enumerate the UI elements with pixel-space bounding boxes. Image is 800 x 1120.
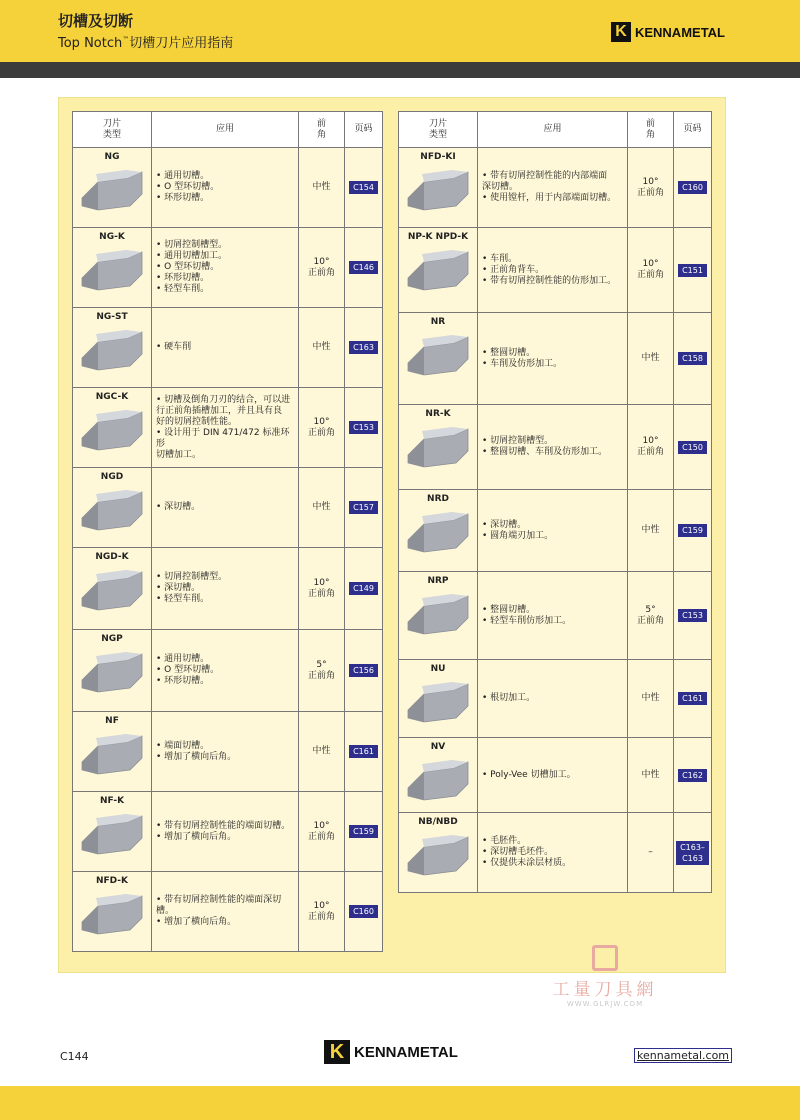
application-text: • 整圆切槽。 • 车削及仿形加工。 bbox=[482, 347, 563, 369]
insert-type-cell bbox=[399, 228, 478, 313]
table-row bbox=[399, 313, 712, 405]
rake-angle-cell bbox=[628, 405, 674, 490]
rake-angle: 10° 正前角 bbox=[307, 256, 335, 278]
page-ref-cell bbox=[674, 572, 712, 660]
rake-angle: 10° 正前角 bbox=[307, 820, 335, 842]
rake-angle-cell bbox=[628, 660, 674, 738]
rake-angle-cell bbox=[628, 313, 674, 405]
application-cell bbox=[478, 148, 628, 228]
insert-type-cell bbox=[399, 405, 478, 490]
rake-angle-cell bbox=[299, 548, 345, 630]
table-row bbox=[73, 630, 383, 712]
insert-name: NGD bbox=[100, 472, 124, 482]
col-page: 页码 bbox=[674, 112, 712, 148]
application-cell bbox=[152, 228, 299, 308]
insert-image bbox=[78, 168, 146, 214]
page-ref-link[interactable]: C157 bbox=[349, 501, 378, 514]
insert-name: NU bbox=[430, 664, 446, 674]
insert-image bbox=[404, 592, 472, 638]
insert-type-cell bbox=[73, 630, 152, 712]
insert-image bbox=[78, 408, 146, 454]
insert-type-cell bbox=[399, 738, 478, 813]
trademark-symbol: ™ bbox=[122, 35, 130, 44]
application-text: • 切屑控制槽型。 • 整圆切槽、车削及仿形加工。 bbox=[482, 436, 608, 457]
rake-angle-cell bbox=[628, 738, 674, 813]
rake-angle-cell bbox=[299, 712, 345, 792]
insert-type-cell bbox=[73, 712, 152, 792]
watermark-text: 工量刀具網 bbox=[552, 980, 658, 1000]
kennametal-logo bbox=[611, 22, 725, 42]
page-ref-link[interactable]: C151 bbox=[678, 264, 707, 277]
table-row bbox=[73, 468, 383, 548]
table-row bbox=[399, 572, 712, 660]
subtitle-brand: Top Notch bbox=[58, 36, 123, 51]
insert-image bbox=[78, 328, 146, 374]
page-ref-cell bbox=[674, 738, 712, 813]
application-cell bbox=[152, 548, 299, 630]
rake-angle: – bbox=[648, 847, 653, 857]
col-angle: 前 角 bbox=[628, 112, 674, 148]
insert-type-cell bbox=[399, 813, 478, 893]
page-number: C144 bbox=[60, 1050, 89, 1063]
page-ref-link[interactable]: C163 bbox=[349, 341, 378, 354]
page-ref-cell bbox=[345, 630, 383, 712]
insert-image bbox=[78, 892, 146, 938]
table-row bbox=[73, 228, 383, 308]
page-ref-link[interactable]: C154 bbox=[349, 181, 378, 194]
insert-name: NV bbox=[430, 742, 446, 752]
table-row bbox=[73, 308, 383, 388]
page-ref-link[interactable]: C160 bbox=[349, 905, 378, 918]
application-text: • 深切槽。 bbox=[156, 502, 201, 512]
insert-image bbox=[404, 425, 472, 471]
rake-angle: 10° 正前角 bbox=[307, 900, 335, 922]
page-ref-link[interactable]: C159 bbox=[349, 825, 378, 838]
insert-type-cell bbox=[73, 388, 152, 468]
page-ref-cell bbox=[345, 548, 383, 630]
application-cell bbox=[152, 630, 299, 712]
page-ref-cell bbox=[674, 405, 712, 490]
application-text: • 带有切屑控制性能的内部端面 深切槽。 • 使用镗杆，用于内部端面切槽。 bbox=[482, 171, 617, 203]
page-ref-link[interactable]: C161 bbox=[349, 745, 378, 758]
insert-name: NG-K bbox=[99, 232, 125, 242]
website-link[interactable]: kennametal.com bbox=[634, 1048, 732, 1063]
rake-angle-cell bbox=[628, 813, 674, 893]
insert-image bbox=[404, 833, 472, 879]
table-row bbox=[399, 228, 712, 313]
page-ref-cell bbox=[345, 388, 383, 468]
footer-bar bbox=[0, 1086, 800, 1120]
kennametal-k-icon: K bbox=[611, 22, 631, 42]
application-text: • 根切加工。 bbox=[482, 693, 536, 703]
insert-image bbox=[404, 758, 472, 804]
application-cell bbox=[152, 468, 299, 548]
rake-angle: 中性 bbox=[641, 525, 660, 535]
col-page: 页码 bbox=[345, 112, 383, 148]
footer-logo bbox=[324, 1040, 458, 1064]
header-divider-bar bbox=[0, 62, 800, 78]
page-ref-cell bbox=[345, 712, 383, 792]
insert-name: NB/NBD bbox=[418, 817, 458, 827]
page-ref-link[interactable]: C160 bbox=[678, 181, 707, 194]
application-cell bbox=[478, 313, 628, 405]
rake-angle-cell bbox=[628, 148, 674, 228]
table-row bbox=[73, 792, 383, 872]
rake-angle: 中性 bbox=[641, 353, 660, 363]
insert-name: NF bbox=[105, 716, 119, 726]
insert-type-cell bbox=[73, 308, 152, 388]
insert-name: NFD-KI bbox=[420, 152, 456, 162]
rake-angle: 10° 正前角 bbox=[636, 176, 664, 198]
application-cell bbox=[478, 738, 628, 813]
rake-angle-cell bbox=[299, 872, 345, 952]
table-row bbox=[399, 148, 712, 228]
insert-type-cell bbox=[73, 228, 152, 308]
insert-image bbox=[404, 510, 472, 556]
col-type: 刀片 类型 bbox=[73, 112, 152, 148]
insert-name: NGC-K bbox=[95, 392, 129, 402]
rake-angle-cell bbox=[299, 792, 345, 872]
table-header-row bbox=[399, 112, 712, 148]
col-angle: 前 角 bbox=[299, 112, 345, 148]
insert-image bbox=[78, 568, 146, 614]
col-application: 应用 bbox=[478, 112, 628, 148]
application-cell bbox=[478, 572, 628, 660]
application-text: • 带有切屑控制性能的端面切槽。 • 增加了横向后角。 bbox=[156, 820, 291, 842]
insert-name: NR-K bbox=[425, 409, 451, 419]
table-row bbox=[73, 148, 383, 228]
insert-image bbox=[78, 248, 146, 294]
insert-image bbox=[404, 680, 472, 726]
insert-name: NRD bbox=[427, 494, 449, 504]
application-text: • Poly-Vee 切槽加工。 bbox=[482, 769, 576, 780]
insert-name: NF-K bbox=[99, 796, 125, 806]
footer-brand-name: KENNAMETAL bbox=[354, 1043, 458, 1061]
page-ref-cell bbox=[674, 228, 712, 313]
application-cell bbox=[152, 308, 299, 388]
page-ref-link[interactable]: C161 bbox=[678, 692, 707, 705]
insert-type-cell bbox=[399, 572, 478, 660]
rake-angle: 10° 正前角 bbox=[307, 416, 335, 438]
rake-angle: 中性 bbox=[312, 182, 331, 192]
rake-angle-cell bbox=[299, 308, 345, 388]
page-ref-link[interactable]: C146 bbox=[349, 261, 378, 274]
insert-name: NR bbox=[430, 317, 446, 327]
page-ref-link[interactable]: C149 bbox=[349, 582, 378, 595]
insert-image bbox=[78, 812, 146, 858]
application-cell bbox=[478, 405, 628, 490]
insert-image bbox=[78, 732, 146, 778]
insert-type-cell bbox=[399, 660, 478, 738]
rake-angle: 中性 bbox=[641, 769, 660, 780]
application-text: • 硬车削 bbox=[156, 342, 192, 352]
insert-type-cell bbox=[73, 872, 152, 952]
insert-type-cell bbox=[399, 313, 478, 405]
rake-angle: 5° 正前角 bbox=[307, 659, 335, 681]
subtitle-text: 切槽刀片应用指南 bbox=[129, 36, 234, 51]
application-text: • 切屑控制槽型。 • 深切槽。 • 轻型车削。 bbox=[156, 572, 228, 604]
rake-angle: 中性 bbox=[641, 693, 660, 703]
insert-image bbox=[78, 488, 146, 534]
application-text: • 通用切槽。 • O 型环切槽。 • 环形切槽。 bbox=[156, 171, 220, 203]
application-cell bbox=[478, 660, 628, 738]
insert-name: NP-K NPD-K bbox=[407, 232, 469, 242]
rake-angle: 中性 bbox=[312, 746, 331, 756]
rake-angle: 中性 bbox=[312, 342, 331, 352]
application-text: • 端面切槽。 • 增加了横向后角。 bbox=[156, 740, 237, 762]
application-text: • 毛胚件。 • 深切槽毛坯件。 • 仅提供未涂层材质。 bbox=[482, 836, 572, 868]
col-type: 刀片 类型 bbox=[399, 112, 478, 148]
table-header-row bbox=[73, 112, 383, 148]
page-ref-link[interactable]: C158 bbox=[678, 352, 707, 365]
rake-angle-cell bbox=[299, 388, 345, 468]
insert-name: NG bbox=[104, 152, 120, 162]
application-cell bbox=[152, 388, 299, 468]
kennametal-k-icon: K bbox=[324, 1040, 350, 1064]
insert-name: NG-ST bbox=[96, 312, 128, 322]
rake-angle-cell bbox=[628, 572, 674, 660]
insert-type-cell bbox=[73, 792, 152, 872]
application-text: • 深切槽。 • 圆角端刃加工。 bbox=[482, 519, 554, 541]
application-text: • 带有切屑控制性能的端面深切槽。 • 增加了横向后角。 bbox=[156, 895, 282, 927]
table-row bbox=[399, 490, 712, 572]
table-row bbox=[73, 872, 383, 952]
application-text: • 通用切槽。 • O 型环切槽。 • 环形切槽。 bbox=[156, 654, 220, 686]
page-ref-link[interactable]: C162 bbox=[678, 769, 707, 782]
insert-name: NRP bbox=[427, 576, 449, 586]
page-ref-cell bbox=[345, 228, 383, 308]
page-ref-cell bbox=[345, 468, 383, 548]
application-cell bbox=[152, 792, 299, 872]
application-cell bbox=[478, 490, 628, 572]
table-row bbox=[399, 660, 712, 738]
page-ref-link[interactable]: C156 bbox=[349, 664, 378, 677]
rake-angle-cell bbox=[299, 630, 345, 712]
page-ref-cell bbox=[674, 313, 712, 405]
page-header bbox=[0, 0, 800, 62]
insert-type-cell bbox=[73, 148, 152, 228]
table-row bbox=[399, 738, 712, 813]
page-ref-link[interactable]: C163– C163 bbox=[676, 841, 709, 865]
rake-angle: 10° 正前角 bbox=[636, 259, 664, 280]
page-ref-cell bbox=[345, 872, 383, 952]
page-ref-cell bbox=[345, 148, 383, 228]
page-ref-cell bbox=[345, 792, 383, 872]
rake-angle-cell bbox=[299, 228, 345, 308]
application-text: • 切屑控制槽型。 • 通用切槽加工。 • O 型环切槽。 • 环形切槽。 • 轻型车削。 bbox=[156, 240, 228, 294]
rake-angle: 10° 正前角 bbox=[636, 436, 664, 457]
page-ref-cell bbox=[674, 813, 712, 893]
col-application: 应用 bbox=[152, 112, 299, 148]
insert-name: NGP bbox=[101, 634, 123, 644]
insert-image bbox=[404, 168, 472, 214]
application-text: • 整圆切槽。 • 轻型车削仿形加工。 bbox=[482, 604, 572, 626]
table-row bbox=[399, 813, 712, 893]
insert-table-right bbox=[398, 111, 712, 893]
page-ref-cell bbox=[674, 660, 712, 738]
application-cell bbox=[478, 813, 628, 893]
table-row bbox=[73, 712, 383, 792]
rake-angle: 中性 bbox=[312, 502, 331, 512]
page-ref-link[interactable]: C159 bbox=[678, 524, 707, 537]
application-cell bbox=[152, 712, 299, 792]
application-text: • 切槽及倒角刀刃的结合，可以进 行正前角插槽加工，并且具有良 好的切屑控制性能。 • 设计用于 DIN 471/472 标准环形 切槽加工。 bbox=[156, 394, 291, 460]
table-row bbox=[73, 548, 383, 630]
brand-name: KENNAMETAL bbox=[634, 24, 725, 40]
insert-name: NGD-K bbox=[95, 552, 129, 562]
rake-angle-cell bbox=[628, 490, 674, 572]
insert-name: NFD-K bbox=[95, 876, 129, 886]
application-cell bbox=[478, 228, 628, 313]
insert-image bbox=[404, 248, 472, 294]
rake-angle: 5° 正前角 bbox=[636, 604, 664, 626]
watermark-logo-icon bbox=[592, 945, 618, 971]
application-cell bbox=[152, 148, 299, 228]
rake-angle: 10° 正前角 bbox=[307, 577, 335, 599]
insert-type-cell bbox=[73, 548, 152, 630]
page-ref-cell bbox=[674, 490, 712, 572]
page-ref-link[interactable]: C150 bbox=[678, 441, 707, 454]
table-row bbox=[73, 388, 383, 468]
insert-image bbox=[78, 650, 146, 696]
watermark bbox=[540, 945, 670, 1008]
insert-image bbox=[404, 333, 472, 379]
application-text: • 车削。 • 正前角背车。 • 带有切屑控制性能的仿形加工。 bbox=[482, 253, 617, 286]
rake-angle-cell bbox=[299, 468, 345, 548]
insert-type-cell bbox=[399, 490, 478, 572]
insert-table-left bbox=[72, 111, 383, 952]
insert-type-cell bbox=[73, 468, 152, 548]
page-ref-cell bbox=[345, 308, 383, 388]
page-title: 切槽及切断 bbox=[58, 12, 134, 30]
table-row bbox=[399, 405, 712, 490]
page-ref-cell bbox=[674, 148, 712, 228]
page-subtitle bbox=[58, 32, 233, 51]
application-cell bbox=[152, 872, 299, 952]
rake-angle-cell bbox=[299, 148, 345, 228]
rake-angle-cell bbox=[628, 228, 674, 313]
page-ref-link[interactable]: C153 bbox=[678, 609, 707, 622]
insert-type-cell bbox=[399, 148, 478, 228]
page-ref-link[interactable]: C153 bbox=[349, 421, 378, 434]
watermark-url: WWW.GLRJW.COM bbox=[566, 1000, 644, 1008]
